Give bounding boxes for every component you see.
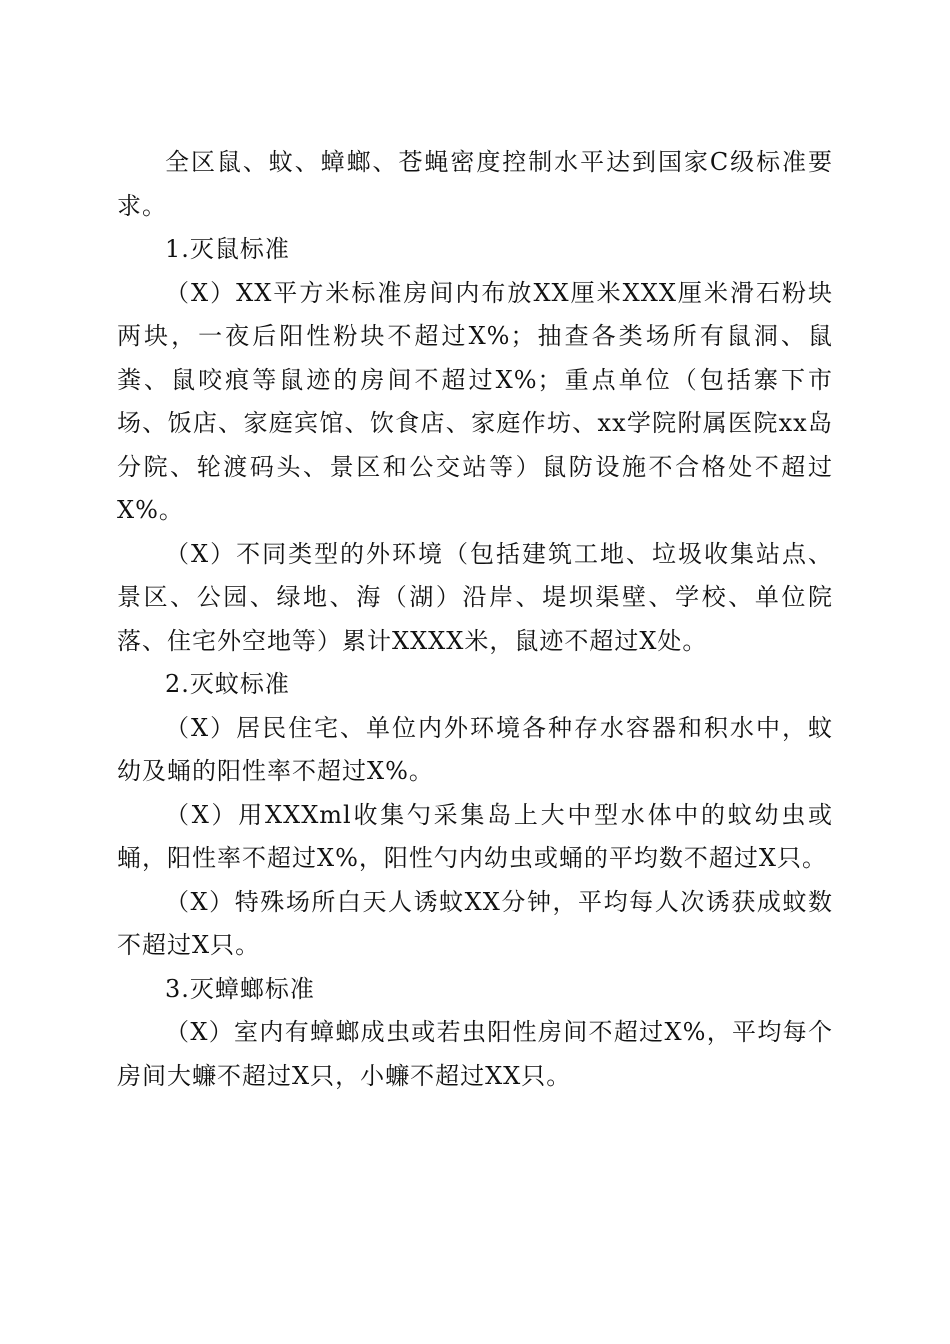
- paragraph-intro: 全区鼠、蚊、蟑螂、苍蝇密度控制水平达到国家C级标准要求。: [117, 148, 833, 220]
- paragraph-mosquito-lure: （X）特殊场所白天人诱蚊XX分钟，平均每人次诱获成蚊数不超过X只。: [117, 887, 833, 959]
- document-body: [117, 141, 833, 1098]
- heading-cockroach-standard: 3.灭蟑螂标准: [165, 974, 315, 1003]
- paragraph-rodent-outdoor: （X）不同类型的外环境（包括建筑工地、垃圾收集站点、景区、公园、绿地、海（湖）沿岸、堤坝渠壁、学校、单位院落、住宅外空地等）累计XXXX米，鼠迹不超过X处。: [117, 539, 833, 655]
- paragraph-mosquito-containers: （X）居民住宅、单位内外环境各种存水容器和积水中，蚊幼及蛹的阳性率不超过X%。: [117, 713, 833, 785]
- paragraph-cockroach-indoor: （X）室内有蟑螂成虫或若虫阳性房间不超过X%，平均每个房间大蠊不超过X只，小蠊不超过XX只。: [117, 1018, 833, 1090]
- heading-mosquito-standard: 2.灭蚊标准: [165, 670, 290, 698]
- paragraph-mosquito-ladle: （X）用XXXml收集勺采集岛上大中型水体中的蚊幼虫或蛹，阳性率不超过X%，阳性勺内幼虫或蛹的平均数不超过X只。: [117, 800, 833, 872]
- heading-rodent-standard: 1.灭鼠标准: [165, 235, 290, 263]
- paragraph-rodent-indoor: （X）XX平方米标准房间内布放XX厘米XXX厘米滑石粉块两块，一夜后阳性粉块不超过X%；抽查各类场所有鼠洞、鼠粪、鼠咬痕等鼠迹的房间不超过X%；重点单位（包括寨下市场、饭店、家庭宾馆、饮食店、家庭作坊、xx学院附属医院xx岛分院、轮渡码头、景区和公交站等）鼠防设施不合格处不超过X%。: [117, 278, 833, 524]
